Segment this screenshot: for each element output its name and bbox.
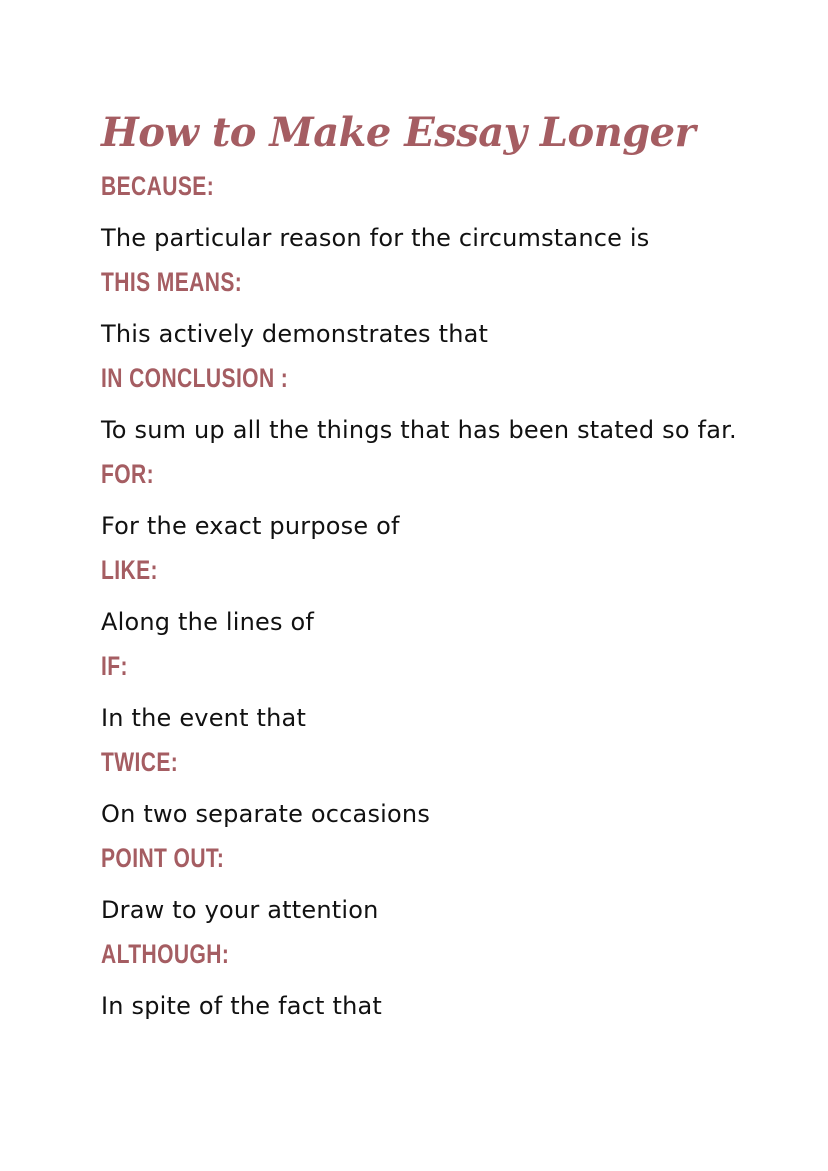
entry-meaning: On two separate occasions: [101, 800, 431, 828]
list-item: [101, 936, 741, 1026]
phrase-list: [101, 168, 741, 1026]
list-item: [101, 456, 741, 546]
page-title: How to Make Essay Longer: [101, 109, 696, 156]
entry-meaning: This actively demonstrates that: [101, 320, 489, 348]
entry-meaning: For the exact purpose of: [101, 512, 400, 540]
list-item: [101, 648, 741, 738]
entry-meaning: Draw to your attention: [101, 896, 379, 924]
entry-term: IN CONCLUSION :: [101, 363, 289, 393]
list-item: [101, 360, 741, 450]
entry-term: LIKE:: [101, 555, 158, 585]
list-item: [101, 744, 741, 834]
entry-term: POINT OUT:: [101, 843, 225, 873]
entry-meaning: To sum up all the things that has been stated so far.: [101, 416, 737, 444]
entry-meaning: In spite of the fact that: [101, 992, 383, 1020]
list-item: [101, 552, 741, 642]
entry-meaning: Along the lines of: [101, 608, 315, 636]
entry-term: ALTHOUGH:: [101, 939, 230, 969]
list-item: [101, 840, 741, 930]
list-item: [101, 264, 741, 354]
entry-meaning: In the event that: [101, 704, 307, 732]
list-item: [101, 168, 741, 258]
entry-term: TWICE:: [101, 747, 179, 777]
entry-term: FOR:: [101, 459, 155, 489]
entry-term: IF:: [101, 651, 128, 681]
entry-term: THIS MEANS:: [101, 267, 243, 297]
entry-term: BECAUSE:: [101, 171, 215, 201]
entry-meaning: The particular reason for the circumstance is: [101, 224, 650, 252]
document-page: [101, 104, 741, 1028]
